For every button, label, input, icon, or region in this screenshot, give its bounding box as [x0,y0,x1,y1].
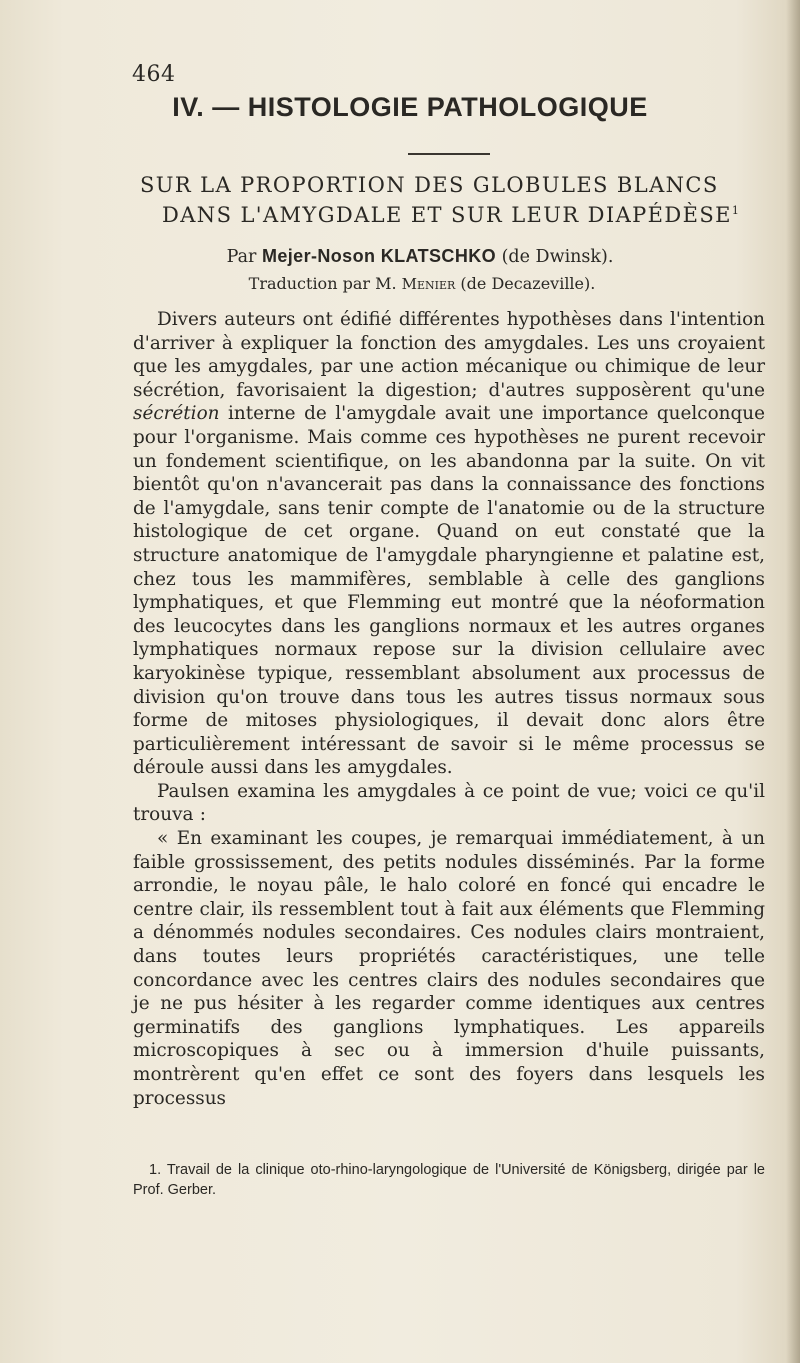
translator-place: (de Decazeville). [460,274,596,293]
footnote-text: 1. Travail de la clinique oto-rhino-laryngologique de l'Université de Königsberg, dirigée par le Prof. Gerber. [133,1162,765,1198]
byline-prefix: Par [226,247,257,267]
section-title: IV. — HISTOLOGIE PATHOLOGIQUE [172,92,648,122]
footnote [133,1160,765,1200]
translator-name: Menier [401,275,456,293]
article-title-line-2-text: DANS L'AMYGDALE ET SUR LEUR DIAPÉDÈSE [162,203,732,227]
paragraph-2: Paulsen examina les amygdales à ce point de vue; voici ce qu'il trouva : [133,780,765,826]
page-number: 464 [132,62,176,87]
author-name: Mejer-Noson KLATSCHKO [261,246,497,266]
translation-prefix: Traduction par M. [248,274,397,293]
article-title [140,173,780,228]
author-place: (de Dwinsk). [501,247,614,267]
paragraph-1-emphasis: sécrétion [133,403,220,425]
article-title-line-2 [140,198,780,228]
paragraph-3: « En examinant les coupes, je remarquai immédiatement, à un faible grossissement, des petits nodules disséminés. Par la forme arrondie, le noyau pâle, le halo coloré en foncé qui encadre le centre clair, ils ressemblent tout à fait aux éléments que Flemming a dénommés nodules secondaires. Ces nodules clairs montraient, dans toutes leurs propriétés caractéristiques, une telle concordance avec les centres clairs des nodules secondaires que je ne pus hésiter à les regarder comme identiques aux centres germinatifs des ganglions lymphatiques. Les appareils microscopiques à sec ou à immersion d'huile puissants, montrèrent qu'en effet ce sont des foyers dans lesquels les processus [133,828,765,1109]
paragraph-1 [133,308,765,780]
paragraph-1-part-a: Divers auteurs ont édifié différentes hypothèses dans l'intention d'arriver à expliquer la fonction des amygdales. Les uns croyaient que les amygdales, par une action mécanique ou chimique de leur sécrétion, favorisaient la digestion; d'autres supposèrent qu'une [133,309,765,401]
article-title-line-1: SUR LA PROPORTION DES GLOBULES BLANCS [140,173,719,197]
paragraph-1-part-b: interne de l'amygdale avait une importance quelconque pour l'organisme. Mais comme ces hypothèses ne purent recevoir un fondement scientifique, on les abandonna par la suite. On vit bientôt qu'on n'avancerait pas dans la connaissance des fonctions de l'amygdale, sans tenir compte de l'anatomie ou de la structure histologique de cet organe. Quand on eut constaté que la structure anatomique de l'amygdale pharyngienne et palatine est, chez tous les mammifères, semblable à celle des ganglions lymphatiques, et que Flemming eut montré que la néoformation des leucocytes dans les ganglions normaux et les autres organes lymphatiques normaux repose sur la division cellulaire avec karyokinèse typique, ressemblant absolument aux processus de division qu'on trouve dans tous les autres tissus normaux sous forme de mitoses physiologiques, il devait donc alors être particulièrement intéressant de savoir si le même processus se déroule aussi dans les amygdales. [133,403,765,779]
translation-credit [0,274,800,293]
footnote-marker: 1 [731,204,741,217]
article-body [133,308,765,1110]
page-edge-shadow [786,0,800,1363]
author-byline [0,246,800,267]
title-divider [408,153,490,155]
